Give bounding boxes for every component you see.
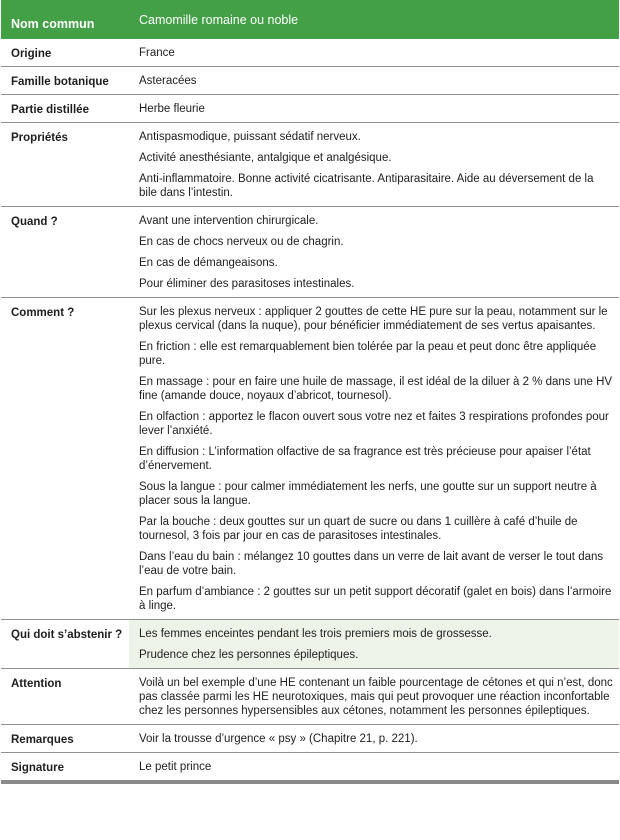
row-text: En cas de chocs nerveux ou de chagrin. — [139, 236, 344, 248]
row-value — [129, 207, 619, 298]
row-text: Anti-inflammatoire. Bonne activité cicatrisante. Antiparasitaire. Aide au déversement de la bile dans l’intestin. — [139, 173, 594, 199]
row-attention — [1, 669, 619, 725]
row-text: Par la bouche : deux gouttes sur un quart de sucre ou dans 1 cuillère à café d’huile de tournesol, 3 fois par jour en cas de parasitoses intestinales. — [139, 516, 578, 542]
row-text: Antispasmodique, puissant sédatif nerveux. — [139, 131, 361, 143]
row-text: Asteracées — [139, 75, 197, 87]
row-text: En olfaction : apportez le flacon ouvert sous votre nez et faites 3 respirations profondes pour lever l’anxiété. — [139, 411, 609, 437]
row-text: En diffusion : L’information olfactive de sa fragrance est très précieuse pour apaiser l’état d’énervement. — [139, 446, 591, 472]
row-text: En massage : pour en faire une huile de massage, il est idéal de la diluer à 2 % dans une HV fine (amande douce, noyaux d’abricot, tournesol). — [139, 376, 613, 402]
row-label: Comment ? — [1, 298, 129, 620]
row-text: En friction : elle est remarquablement bien tolérée par la peau et peut donc être appliquée pure. — [139, 341, 597, 367]
row-label: Remarques — [1, 725, 129, 753]
row-value — [129, 67, 619, 95]
row-label: Partie distillée — [1, 95, 129, 123]
row-origine — [1, 39, 619, 67]
row-text: Le petit prince — [139, 761, 212, 773]
row-text: Sous la langue : pour calmer immédiatement les nerfs, une goutte sur un support neutre à placer sous la langue. — [139, 481, 597, 507]
row-label: Qui doit s’abstenir ? — [1, 620, 129, 669]
row-text: Voilà un bel exemple d’une HE contenant un faible pourcentage de cétones et qui n’est, donc pas classée parmi les HE neurotoxiques, mais qui peut provoquer une réaction inconfortable chez les personnes hypersensibles aux cétones, notamment les personnes épileptiques. — [139, 677, 613, 717]
row-text: Activité anesthésiante, antalgique et analgésique. — [139, 152, 392, 164]
header-key: Nom commun — [1, 0, 129, 39]
header-value: Camomille romaine ou noble — [129, 0, 619, 39]
row-text: Pour éliminer des parasitoses intestinales. — [139, 278, 355, 290]
row-value — [129, 620, 619, 669]
row-value — [129, 669, 619, 725]
row-value — [129, 725, 619, 753]
row-signature — [1, 753, 619, 783]
row-remarques — [1, 725, 619, 753]
row-text: Prudence chez les personnes épileptiques. — [139, 649, 359, 661]
row-abstenir — [1, 620, 619, 669]
row-text: En parfum d’ambiance : 2 gouttes sur un petit support décoratif (galet en bois) dans l’armoire à linge. — [139, 586, 612, 612]
row-label: Signature — [1, 753, 129, 783]
row-text: Voir la trousse d’urgence « psy » (Chapitre 21, p. 221). — [139, 733, 418, 745]
row-comment — [1, 298, 619, 620]
oil-data-table — [1, 0, 619, 784]
row-value — [129, 123, 619, 207]
row-text: Herbe fleurie — [139, 103, 205, 115]
row-label: Origine — [1, 39, 129, 67]
row-label: Attention — [1, 669, 129, 725]
row-text: Dans l’eau du bain : mélangez 10 gouttes dans un verre de lait avant de verser le tout dans l’eau de votre bain. — [139, 551, 604, 577]
row-value — [129, 298, 619, 620]
table-header-row — [1, 0, 619, 39]
row-proprietes — [1, 123, 619, 207]
row-quand — [1, 207, 619, 298]
row-label: Quand ? — [1, 207, 129, 298]
row-value — [129, 95, 619, 123]
row-text: France — [139, 47, 175, 59]
row-text: Avant une intervention chirurgicale. — [139, 215, 319, 227]
row-value — [129, 753, 619, 783]
row-label: Famille botanique — [1, 67, 129, 95]
row-partie — [1, 95, 619, 123]
row-text: Sur les plexus nerveux : appliquer 2 gouttes de cette HE pure sur la peau, notamment sur le plexus cervical (dans la nuque), pour bénéficier immédiatement de ses vertus apaisantes. — [139, 306, 608, 332]
row-value — [129, 39, 619, 67]
row-label: Propriétés — [1, 123, 129, 207]
row-text: En cas de démangeaisons. — [139, 257, 278, 269]
row-famille — [1, 67, 619, 95]
row-text: Les femmes enceintes pendant les trois premiers mois de grossesse. — [139, 628, 492, 640]
